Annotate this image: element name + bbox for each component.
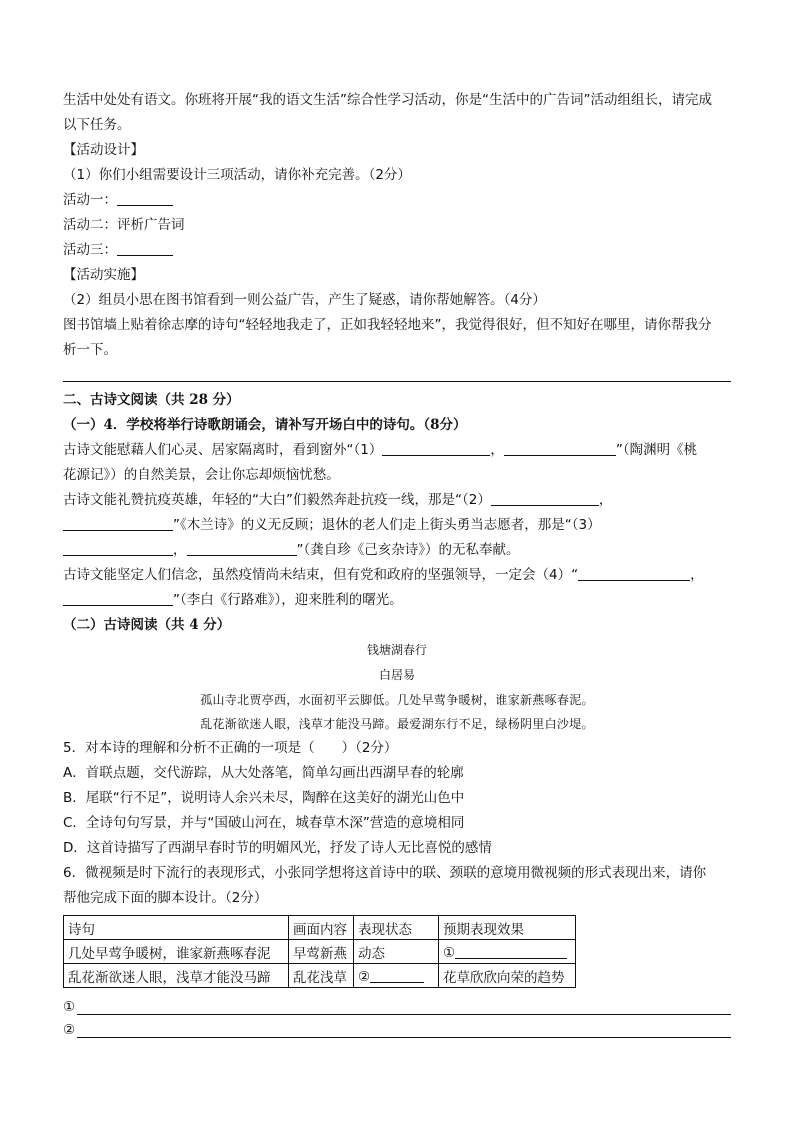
q4-blank-3b[interactable] bbox=[187, 540, 297, 556]
q4-blank-2b[interactable] bbox=[63, 515, 173, 531]
poem-line-2: 乱花渐欲迷人眼，浅草才能没马蹄。最爱湖东行不足，绿杨阴里白沙堤。 bbox=[200, 717, 594, 731]
poem-section-title: （二）古诗阅读（共 4 分） bbox=[63, 617, 231, 633]
q4-paragraph-1-line-2: 花源记》）的自然美景，会让你忘却烦恼忧愁。 bbox=[63, 467, 340, 483]
q4-paragraph-2-line-2 bbox=[63, 513, 731, 538]
q4-blank-1b[interactable] bbox=[504, 440, 616, 456]
table-cell: 动态 bbox=[354, 940, 439, 964]
question-5-stem: 5．对本诗的理解和分析不正确的一项是（ ）（2分） bbox=[63, 740, 398, 756]
q4-paragraph-2-line-1 bbox=[63, 488, 731, 513]
poem-author: 白居易 bbox=[378, 668, 415, 682]
q4-p3-sep: ， bbox=[690, 567, 704, 583]
activity-1-line bbox=[63, 188, 731, 213]
answer-1-blank[interactable] bbox=[455, 943, 567, 959]
activity-1-label: 活动一： bbox=[63, 192, 117, 208]
table-header-cell: 诗句 bbox=[64, 916, 289, 940]
q4-p1-text-b: ”（陶渊明《桃 bbox=[615, 442, 698, 458]
q4-p2-text-d: ”（龚自珍《己亥杂诗》）的无私奉献。 bbox=[296, 542, 520, 558]
q4-blank-2a[interactable] bbox=[491, 490, 599, 506]
poem-line-1: 孤山寺北贾亭西，水面初平云脚低。几处早莺争暖树，谁家新燕啄春泥。 bbox=[200, 693, 594, 707]
answer-line-2-fill[interactable] bbox=[77, 1022, 731, 1038]
q4-p2-text-a: 古诗文能礼赞抗疫英雄，年轻的“大白”们毅然奔赴抗疫一线，那是“（2） bbox=[63, 492, 491, 508]
q4-paragraph-3-line-1 bbox=[63, 563, 731, 588]
table-cell: 花草欣欣向荣的趋势 bbox=[439, 964, 576, 988]
table-header-cell: 表现状态 bbox=[354, 916, 439, 940]
q5-option-c[interactable]: C．全诗句句写景，并与“国破山河在，城春草木深”营造的意境相同 bbox=[63, 815, 465, 831]
answer-1-marker: ① bbox=[443, 944, 456, 961]
activity-1-blank[interactable] bbox=[117, 190, 173, 206]
table-row bbox=[64, 964, 576, 988]
intro-line-2: 以下任务。 bbox=[63, 117, 131, 133]
answer-2-blank[interactable] bbox=[370, 967, 424, 983]
table-cell-answer-1[interactable] bbox=[439, 940, 576, 964]
q4-blank-3a[interactable] bbox=[63, 540, 173, 556]
section-divider bbox=[63, 381, 731, 382]
activity-design-header: 【活动设计】 bbox=[63, 142, 144, 158]
table-header-row bbox=[64, 916, 576, 940]
table-cell: 几处早莺争暖树，谁家新燕啄春泥 bbox=[64, 940, 289, 964]
q5-option-b[interactable]: B．尾联“行不足”，说明诗人余兴未尽，陶醉在这美好的湖光山色中 bbox=[63, 790, 465, 806]
q4-blank-4b[interactable] bbox=[63, 590, 173, 606]
question-6-stem-2: 帮他完成下面的脚本设计。（2分） bbox=[63, 890, 268, 906]
q4-p2-sep-2: ， bbox=[173, 542, 187, 558]
section-2-title: 二、古诗文阅读（共 28 分） bbox=[63, 392, 240, 408]
question-1: （1）你们小组需要设计三项活动，请你补充完善。（2分） bbox=[63, 167, 411, 183]
activity-3-line bbox=[63, 238, 731, 263]
table-cell: 早莺新燕 bbox=[289, 940, 354, 964]
question-4-title: （一）4．学校将举行诗歌朗诵会，请补写开场白中的诗句。（8分） bbox=[63, 417, 467, 433]
q4-paragraph-1-line-1 bbox=[63, 438, 731, 463]
table-cell: 乱花渐欲迷人眼，浅草才能没马蹄 bbox=[64, 964, 289, 988]
question-6-stem-1: 6．微视频是时下流行的表现形式，小张同学想将这首诗中的联、颈联的意境用微视频的形式表现出来，请你 bbox=[63, 865, 707, 881]
intro-line-1: 生活中处处有语文。你班将开展“我的语文生活”综合性学习活动，你是“生活中的广告词”活动组组长，请完成 bbox=[63, 92, 712, 108]
q4-p3-text-b: ”（李白《行路难》），迎来胜利的曙光。 bbox=[173, 592, 403, 608]
table-header-cell: 画面内容 bbox=[289, 916, 354, 940]
question-2: （2）组员小思在图书馆看到一则公益广告，产生了疑惑，请你帮她解答。（4分） bbox=[63, 292, 546, 308]
activity-3-label: 活动三： bbox=[63, 242, 117, 258]
answer-line-2[interactable] bbox=[63, 1015, 731, 1038]
q4-paragraph-3-line-2 bbox=[63, 588, 731, 613]
script-design-table bbox=[63, 915, 576, 988]
answer-line-1-fill[interactable] bbox=[77, 999, 731, 1015]
answer-2-marker: ② bbox=[358, 968, 371, 985]
q4-p3-text-a: 古诗文能坚定人们信念，虽然疫情尚未结束，但有党和政府的坚强领导，一定会（4）“ bbox=[63, 567, 579, 583]
q4-p1-sep: ， bbox=[490, 442, 504, 458]
q4-blank-1a[interactable] bbox=[382, 440, 490, 456]
q5-option-d[interactable]: D．这首诗描写了西湖早春时节的明媚风光，抒发了诗人无比喜悦的感情 bbox=[63, 840, 492, 856]
table-cell: 乱花浅草 bbox=[289, 964, 354, 988]
exam-page bbox=[63, 88, 731, 1038]
table-row bbox=[64, 940, 576, 964]
poem-title: 钱塘湖春行 bbox=[366, 643, 427, 657]
answer-line-2-marker: ② bbox=[63, 1022, 76, 1038]
answer-line-1-marker: ① bbox=[63, 999, 76, 1015]
q4-p1-text-a: 古诗文能慰藉人们心灵、居家隔离时，看到窗外“（1） bbox=[63, 442, 383, 458]
q4-p2-text-b: ”《木兰诗》的义无反顾；退休的老人们走上街头勇当志愿者，那是“（3） bbox=[173, 517, 601, 533]
q5-option-a[interactable]: A．首联点题，交代游踪，从大处落笔，简单勾画出西湖早春的轮廓 bbox=[63, 765, 464, 781]
activity-2-line: 活动二：评析广告词 bbox=[63, 217, 185, 233]
table-header-cell: 预期表现效果 bbox=[439, 916, 576, 940]
answer-line-1[interactable] bbox=[63, 992, 731, 1015]
table-cell-answer-2[interactable] bbox=[354, 964, 439, 988]
question-2-body-2: 析一下。 bbox=[63, 342, 117, 358]
q4-blank-4a[interactable] bbox=[578, 565, 690, 581]
q4-paragraph-2-line-3 bbox=[63, 538, 731, 563]
activity-implement-header: 【活动实施】 bbox=[63, 267, 144, 283]
activity-3-blank[interactable] bbox=[117, 240, 173, 256]
q4-p2-sep: ， bbox=[598, 492, 613, 508]
question-2-body-1: 图书馆墙上贴着徐志摩的诗句“轻轻地我走了，正如我轻轻地来”，我觉得很好，但不知好在哪里，请你帮我分 bbox=[63, 317, 712, 333]
